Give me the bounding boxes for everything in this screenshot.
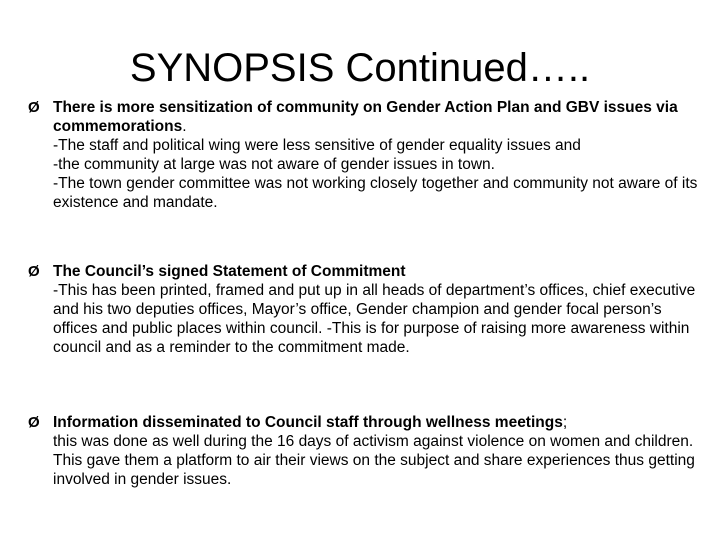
bullet-item [28,413,700,489]
bullet-line: this was done as well during the 16 days of activism against violence on women and children. This gave them a platform to air their views on the subject and share experiences thus getting involved in gender issues. [53,433,695,488]
bullet-line: -The staff and political wing were less sensitive of gender equality issues and [53,137,581,154]
bullet-content [53,262,700,357]
bullet-item [28,262,700,357]
bullet-heading: The Council’s signed Statement of Commitment [53,263,406,280]
bullet-heading: Information disseminated to Council staff through wellness meetings; [53,414,568,431]
bullet-line: -This has been printed, framed and put up in all heads of department’s offices, chief executive and his two deputies offices, Mayor’s office, Gender champion and gender focal person’s offices and public places within council. -This is for purpose of raising more awareness within council and as a reminder to the commitment made. [53,282,696,356]
bullet-item [28,98,700,212]
bullet-content [53,98,700,212]
bullet-line: -the community at large was not aware of gender issues in town. [53,156,495,173]
bullet-heading: There is more sensitization of community on Gender Action Plan and GBV issues via commemorations. [53,99,678,135]
bullet-content [53,413,700,489]
arrow-bullet-icon: Ø [28,263,40,280]
slide-title: SYNOPSIS Continued….. [129,46,591,90]
arrow-bullet-icon: Ø [28,414,40,431]
arrow-bullet-icon: Ø [28,99,40,116]
bullet-line: -The town gender committee was not working closely together and community not aware of its existence and mandate. [53,175,698,211]
